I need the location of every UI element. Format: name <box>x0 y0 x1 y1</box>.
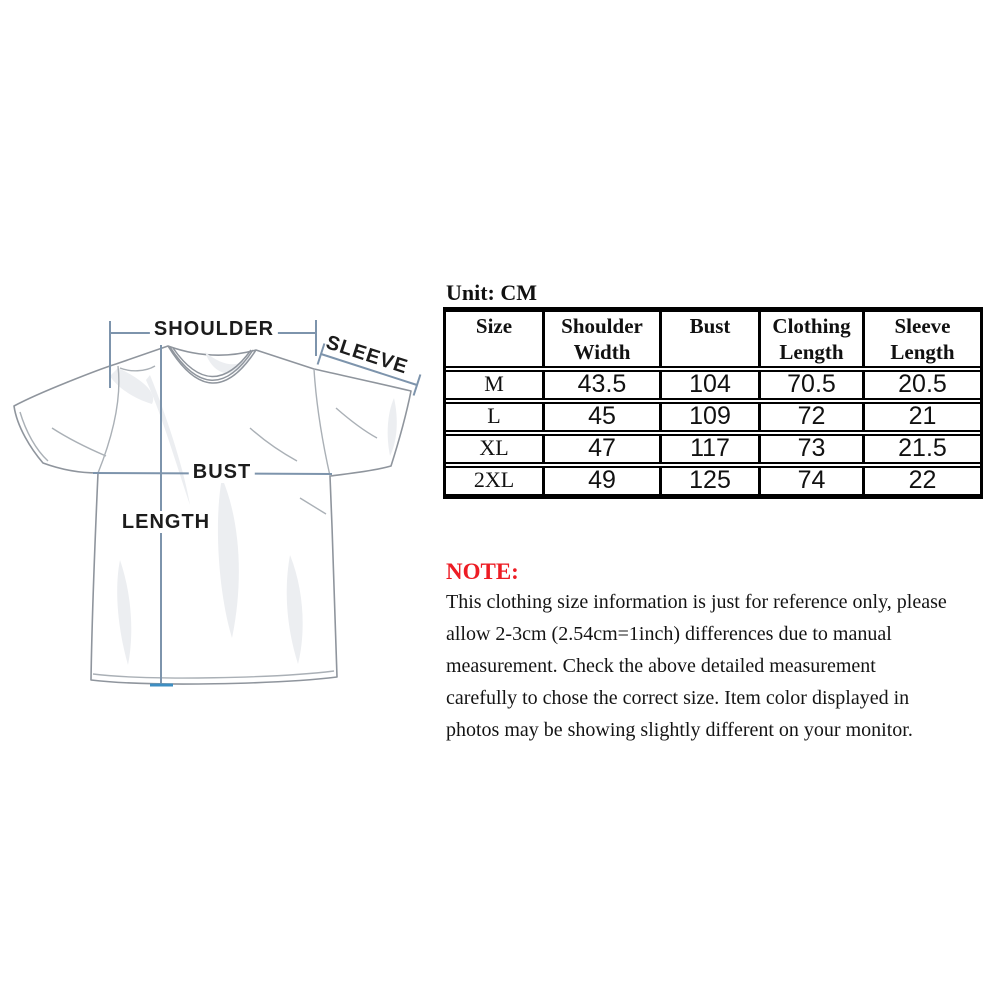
note-line: photos may be showing slightly different on your monitor. <box>446 719 913 741</box>
cell-size: L <box>446 404 545 430</box>
header-bust: Bust <box>662 312 761 366</box>
cell-size: XL <box>446 436 545 462</box>
table-row <box>446 402 980 432</box>
size-table-header-row <box>446 310 980 368</box>
table-row <box>446 466 980 496</box>
cell-shoulder-width: 45 <box>545 404 662 430</box>
note-section <box>446 558 986 746</box>
cell-clothing-length: 70.5 <box>761 372 865 398</box>
cell-size: 2XL <box>446 468 545 494</box>
note-line: This clothing size information is just for reference only, please <box>446 591 947 613</box>
header-shoulder-width: Shoulder Width <box>545 312 662 366</box>
cell-shoulder-width: 43.5 <box>545 372 662 398</box>
sleeve-label: SLEEVE <box>323 331 411 379</box>
cell-clothing-length: 72 <box>761 404 865 430</box>
cell-bust: 104 <box>662 372 761 398</box>
shoulder-label: SHOULDER <box>150 318 278 340</box>
note-line: carefully to chose the correct size. Item color displayed in <box>446 687 910 709</box>
cell-size: M <box>446 372 545 398</box>
size-table <box>443 307 983 499</box>
cell-bust: 109 <box>662 404 761 430</box>
bust-label: BUST <box>189 461 255 483</box>
cell-clothing-length: 73 <box>761 436 865 462</box>
header-sleeve-length: Sleeve Length <box>890 314 955 364</box>
note-line: allow 2-3cm (2.54cm=1inch) differences due to manual <box>446 623 892 645</box>
header-clothing-length: Clothing Length <box>761 312 865 366</box>
cell-bust: 125 <box>662 468 761 494</box>
cell-sleeve-length: 21.5 <box>898 436 947 462</box>
note-title: NOTE: <box>446 559 519 584</box>
cell-shoulder-width: 49 <box>545 468 662 494</box>
table-row <box>446 370 980 400</box>
cell-sleeve-length: 21 <box>908 404 937 430</box>
unit-label: Unit: CM <box>446 280 538 305</box>
header-size: Size <box>446 312 545 366</box>
cell-sleeve-length: 22 <box>908 468 937 494</box>
tshirt-diagram <box>0 0 440 760</box>
cell-clothing-length: 74 <box>761 468 865 494</box>
cell-sleeve-length: 20.5 <box>898 372 947 398</box>
length-label: LENGTH <box>118 511 214 533</box>
cell-bust: 117 <box>662 436 761 462</box>
table-row <box>446 434 980 464</box>
note-line: measurement. Check the above detailed measurement <box>446 655 876 677</box>
cell-shoulder-width: 47 <box>545 436 662 462</box>
